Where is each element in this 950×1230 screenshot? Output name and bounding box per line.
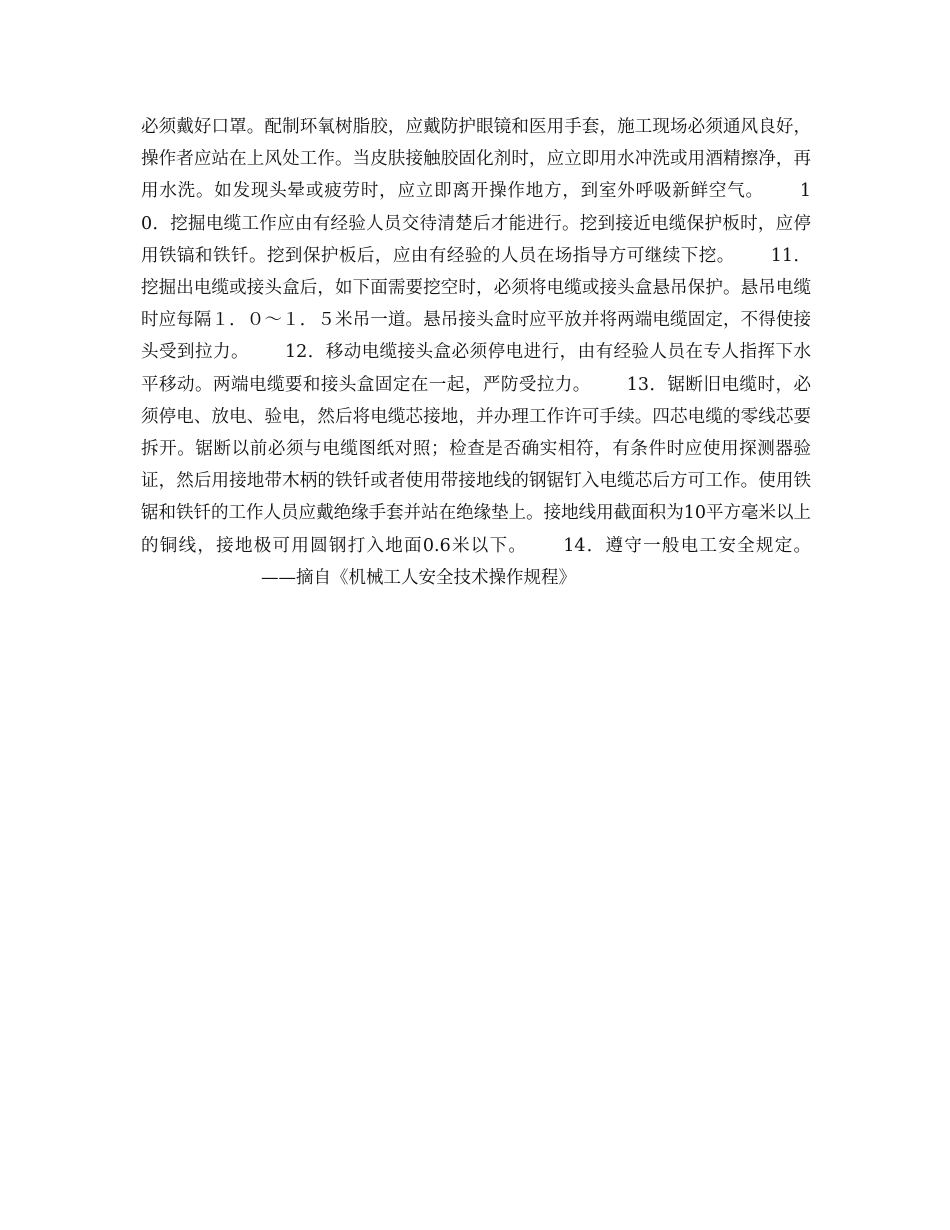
body-paragraph	[141, 111, 811, 594]
item-10: 10．挖掘电缆工作应由有经验人员交待清楚后才能进行。挖到接近电缆保护板时，应停用铁镐和铁钎。挖到保护板后，应由有经验的人员在场指导方可继续下挖。	[141, 181, 811, 266]
item-11: 11．挖掘出电缆或接头盒后，如下面需要挖空时，必须将电缆或接头盒悬吊保护。悬吊电缆时应每隔１．０～１．５米吊一道。悬吊接头盒时应平放并将两端电缆固定，不得使接头受到拉力。	[141, 245, 811, 363]
item-14: 14．遵守一般电工安全规定。	[563, 535, 811, 556]
source-citation: ——摘自《机械工人安全技术操作规程》	[261, 567, 576, 588]
paragraph-continuation: 必须戴好口罩。配制环氧树脂胶，应戴防护眼镜和医用手套，施工现场必须通风良好，操作者应站在上风处工作。当皮肤接触胶固化剂时，应立即用水冲洗或用酒精擦净，再用水洗。如发现头晕或疲劳时，应立即离开操作地方，到室外呼吸新鲜空气。	[141, 117, 811, 202]
item-13: 13．锯断旧电缆时，必须停电、放电、验电，然后将电缆芯接地，并办理工作许可手续。四芯电缆的零线芯要拆开。锯断以前必须与电缆图纸对照；检查是否确实相符，有条件时应使用探测器验证，然后用接地带木柄的铁钎或者使用带接地线的钢锯钉入电缆芯后方可工作。使用铁锯和铁钎的工作人员应戴绝缘手套并站在绝缘垫上。接地线用截面积为10平方毫米以上的铜线，接地极可用圆钢打入地面0.6米以下。	[141, 374, 811, 556]
item-12: 12．移动电缆接头盒必须停电进行，由有经验人员在专人指挥下水平移动。两端电缆要和接头盒固定在一起，严防受拉力。	[141, 342, 811, 395]
